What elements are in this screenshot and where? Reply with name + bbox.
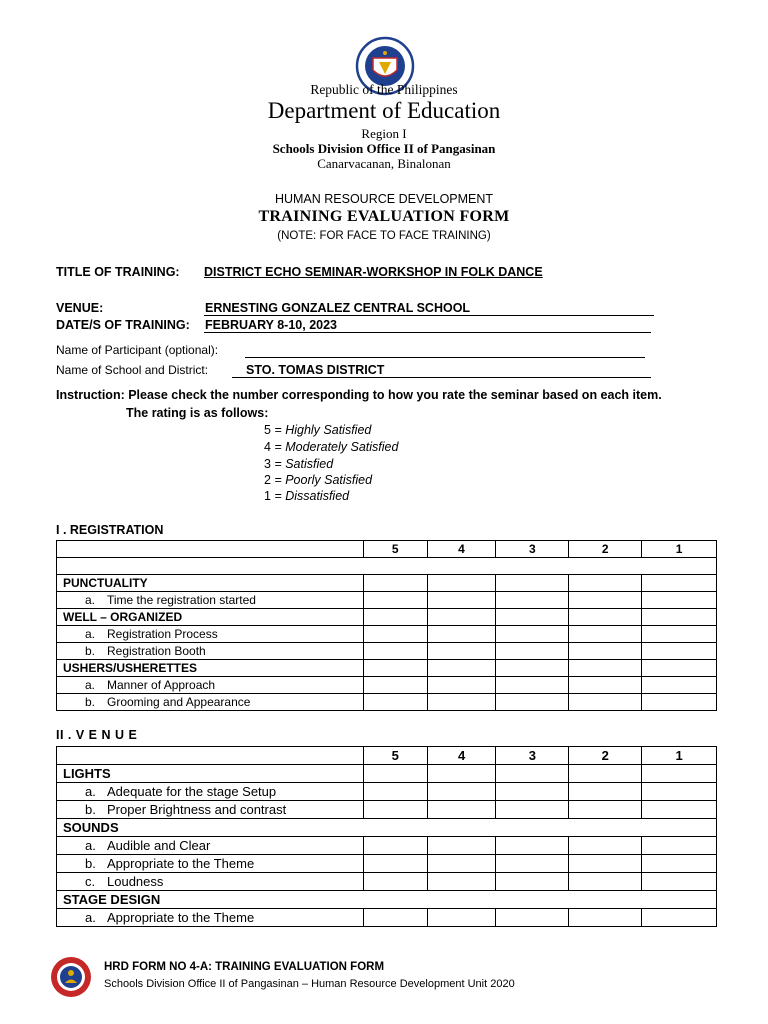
rating-header-4: 4 — [427, 541, 496, 558]
rating-cell[interactable] — [496, 783, 569, 801]
rating-scale-4: 4 = Moderately Satisfied — [264, 440, 399, 454]
dates-underline — [204, 332, 651, 333]
rating-cell[interactable] — [569, 837, 642, 855]
rating-header-1: 1 — [642, 747, 717, 765]
location-text: Canarvacanan, Binalonan — [317, 156, 451, 171]
rating-header-2: 2 — [569, 747, 642, 765]
rating-cell[interactable] — [363, 909, 427, 927]
group-stage-design: STAGE DESIGN — [57, 891, 717, 909]
item-label: c. Loudness — [57, 873, 364, 891]
group-well-organized: WELL – ORGANIZED — [57, 609, 364, 626]
rating-cell[interactable] — [642, 677, 717, 694]
division-text: Schools Division Office II of Pangasinan — [272, 141, 496, 156]
table-row — [57, 643, 717, 660]
rating-cell[interactable] — [427, 873, 496, 891]
instruction-text: Instruction: Please check the number corresponding to how you rate the seminar based on each item. — [56, 388, 662, 402]
rating-header-5: 5 — [363, 541, 427, 558]
dates-value: FEBRUARY 8-10, 2023 — [205, 318, 338, 332]
table-row — [57, 592, 717, 609]
rating-cell[interactable] — [642, 873, 717, 891]
rating-cell[interactable] — [427, 855, 496, 873]
school-value: STO. TOMAS DISTRICT — [246, 363, 385, 377]
region-text: Region I — [361, 126, 407, 141]
rating-header-3: 3 — [496, 747, 569, 765]
rating-cell[interactable] — [363, 575, 427, 592]
rating-cell[interactable] — [363, 677, 427, 694]
section-venue-title: II . V E N U E — [56, 728, 138, 742]
group-ushers: USHERS/USHERETTES — [57, 660, 364, 677]
rating-cell[interactable] — [363, 626, 427, 643]
table-row — [57, 575, 717, 592]
rating-cell[interactable] — [569, 801, 642, 819]
rating-cell[interactable] — [569, 626, 642, 643]
rating-cell[interactable] — [642, 909, 717, 927]
rating-cell[interactable] — [642, 643, 717, 660]
rating-header-3: 3 — [496, 541, 569, 558]
rating-cell[interactable] — [569, 873, 642, 891]
rating-cell[interactable] — [427, 801, 496, 819]
table-row — [57, 819, 717, 837]
rating-cell[interactable] — [427, 783, 496, 801]
rating-cell[interactable] — [496, 801, 569, 819]
item-label: b. Registration Booth — [57, 643, 364, 660]
rating-scale-5: 5 = Highly Satisfied — [264, 423, 372, 437]
group-sounds: SOUNDS — [57, 819, 717, 837]
rating-cell[interactable] — [363, 592, 427, 609]
venue-label: VENUE: — [56, 301, 104, 315]
item-label: a. Registration Process — [57, 626, 364, 643]
group-punctuality: PUNCTUALITY — [57, 575, 364, 592]
participant-label: Name of Participant (optional): — [56, 343, 219, 357]
rating-cell[interactable] — [427, 765, 496, 783]
rating-cell[interactable] — [427, 677, 496, 694]
table-row — [57, 783, 717, 801]
table-row — [57, 677, 717, 694]
table-row — [57, 873, 717, 891]
rating-cell[interactable] — [496, 626, 569, 643]
hrd-logo — [50, 956, 92, 998]
venue-value: ERNESTING GONZALEZ CENTRAL SCHOOL — [205, 301, 471, 315]
training-label: TITLE OF TRAINING: — [56, 265, 180, 279]
rating-cell[interactable] — [363, 660, 427, 677]
rating-cell[interactable] — [427, 609, 496, 626]
rating-cell[interactable] — [427, 837, 496, 855]
rating-cell[interactable] — [496, 837, 569, 855]
rating-cell[interactable] — [363, 783, 427, 801]
republic-text: Republic of the Philippines — [310, 82, 458, 97]
group-lights: LIGHTS — [57, 765, 364, 783]
rating-scale-2: 2 = Poorly Satisfied — [264, 473, 373, 487]
rating-cell[interactable] — [569, 855, 642, 873]
rating-cell[interactable] — [496, 909, 569, 927]
rating-cell[interactable] — [569, 575, 642, 592]
rating-cell[interactable] — [569, 677, 642, 694]
table-row — [57, 660, 717, 677]
office-text: HUMAN RESOURCE DEVELOPMENT — [274, 192, 494, 206]
rating-cell[interactable] — [427, 592, 496, 609]
dates-label: DATE/S OF TRAINING: — [56, 318, 190, 332]
school-underline — [232, 377, 651, 378]
rating-cell[interactable] — [427, 909, 496, 927]
rating-cell[interactable] — [496, 873, 569, 891]
school-label: Name of School and District: — [56, 363, 209, 377]
rating-cell[interactable] — [363, 694, 427, 711]
rating-cell[interactable] — [642, 837, 717, 855]
rating-cell[interactable] — [363, 609, 427, 626]
rating-cell[interactable] — [427, 626, 496, 643]
department-title: Department of Education — [267, 98, 501, 123]
table-row — [57, 765, 717, 783]
rating-cell[interactable] — [427, 575, 496, 592]
venue-underline — [204, 315, 654, 316]
rating-scale-1: 1 = Dissatisfied — [264, 489, 350, 503]
table-row — [57, 609, 717, 626]
table-row — [57, 626, 717, 643]
rating-cell[interactable] — [569, 660, 642, 677]
rating-cell[interactable] — [496, 660, 569, 677]
rating-cell[interactable] — [363, 855, 427, 873]
table-row — [57, 855, 717, 873]
form-title: TRAINING EVALUATION FORM — [258, 208, 510, 225]
rating-cell[interactable] — [642, 694, 717, 711]
rating-cell[interactable] — [642, 592, 717, 609]
rating-cell[interactable] — [569, 609, 642, 626]
item-label: a. Appropriate to the Theme — [57, 909, 364, 927]
rating-cell[interactable] — [496, 609, 569, 626]
rating-cell[interactable] — [496, 694, 569, 711]
rating-cell[interactable] — [569, 694, 642, 711]
rating-cell[interactable] — [642, 575, 717, 592]
rating-header-4: 4 — [427, 747, 496, 765]
table-row — [57, 909, 717, 927]
item-label: b. Grooming and Appearance — [57, 694, 364, 711]
item-label: a. Adequate for the stage Setup — [57, 783, 364, 801]
venue-table — [56, 746, 717, 927]
training-value: DISTRICT ECHO SEMINAR-WORKSHOP IN FOLK DANCE — [204, 265, 543, 279]
rating-cell[interactable] — [569, 783, 642, 801]
table-row — [57, 694, 717, 711]
rating-cell[interactable] — [569, 909, 642, 927]
item-label: a. Time the registration started — [57, 592, 364, 609]
table-spacer-row — [57, 558, 717, 575]
rating-cell[interactable] — [642, 609, 717, 626]
table-row — [57, 801, 717, 819]
rating-cell[interactable] — [363, 765, 427, 783]
rating-cell[interactable] — [642, 855, 717, 873]
rating-cell[interactable] — [363, 801, 427, 819]
rating-cell[interactable] — [427, 694, 496, 711]
rating-cell[interactable] — [642, 783, 717, 801]
rating-cell[interactable] — [569, 592, 642, 609]
rating-cell[interactable] — [427, 643, 496, 660]
rating-header-2: 2 — [569, 541, 642, 558]
rating-cell[interactable] — [496, 765, 569, 783]
rating-cell[interactable] — [569, 765, 642, 783]
rating-cell[interactable] — [496, 855, 569, 873]
rating-cell[interactable] — [642, 660, 717, 677]
footer-unit-text: Schools Division Office II of Pangasinan – Human Resource Development Unit 2020 — [104, 978, 515, 990]
rating-cell[interactable] — [363, 837, 427, 855]
rating-header-1: 1 — [642, 541, 717, 558]
rating-cell[interactable] — [496, 643, 569, 660]
rating-cell[interactable] — [496, 575, 569, 592]
rating-cell[interactable] — [427, 660, 496, 677]
rating-header-5: 5 — [363, 747, 427, 765]
item-label: a. Audible and Clear — [57, 837, 364, 855]
footer-form-number: HRD FORM NO 4-A: TRAINING EVALUATION FORM — [104, 961, 385, 973]
rating-cell[interactable] — [496, 592, 569, 609]
rating-cell[interactable] — [569, 643, 642, 660]
participant-underline — [245, 357, 645, 358]
section-registration-title: I . REGISTRATION — [56, 523, 164, 537]
table-row — [57, 837, 717, 855]
table-header-row — [57, 541, 717, 558]
rating-cell[interactable] — [496, 677, 569, 694]
rating-cell[interactable] — [363, 873, 427, 891]
item-label: b. Proper Brightness and contrast — [57, 801, 364, 819]
table-header-row — [57, 747, 717, 765]
rating-cell[interactable] — [363, 643, 427, 660]
rating-cell[interactable] — [642, 765, 717, 783]
registration-table — [56, 540, 717, 711]
rating-cell[interactable] — [642, 626, 717, 643]
rating-cell[interactable] — [642, 801, 717, 819]
item-label: a. Manner of Approach — [57, 677, 364, 694]
rating-intro: The rating is as follows: — [126, 406, 269, 420]
item-label: b. Appropriate to the Theme — [57, 855, 364, 873]
table-row — [57, 891, 717, 909]
rating-scale-3: 3 = Satisfied — [264, 457, 334, 471]
form-note: (NOTE: FOR FACE TO FACE TRAINING) — [277, 230, 491, 242]
